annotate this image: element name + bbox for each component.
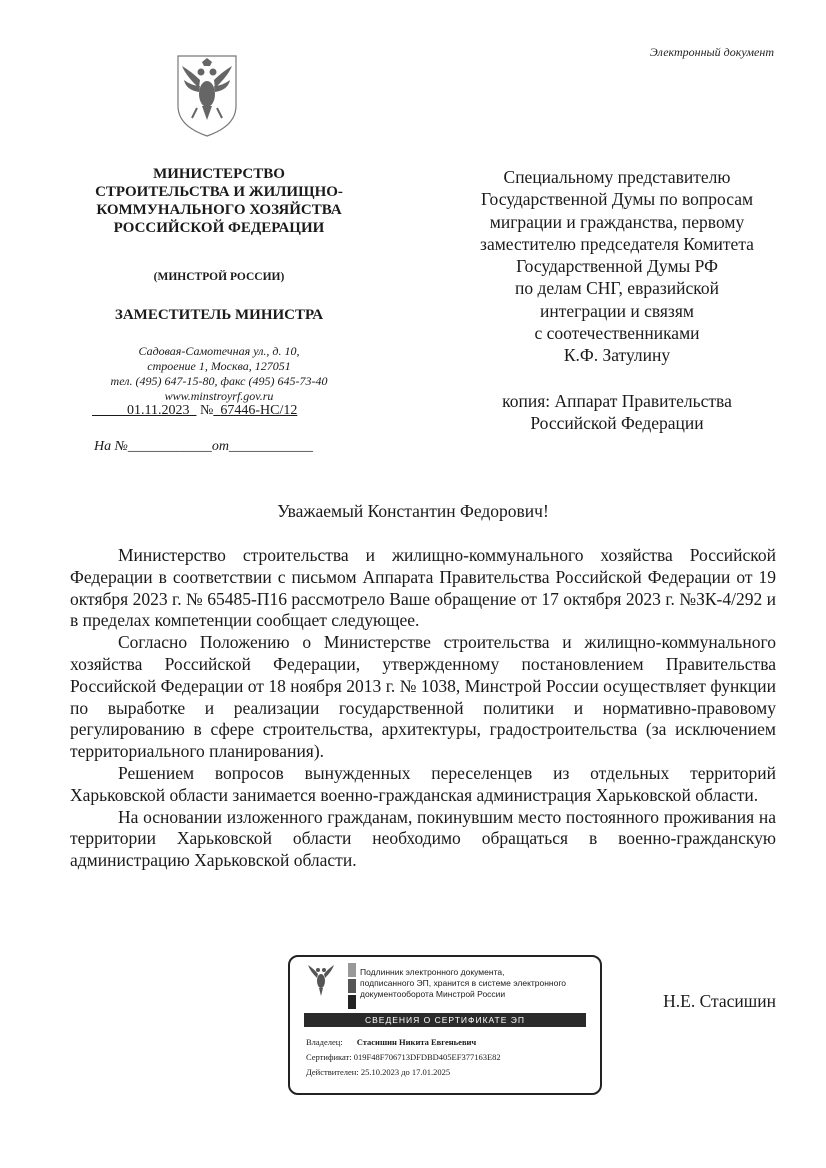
cert-label: Сертификат: <box>306 1052 352 1062</box>
valid-value: 25.10.2023 до 17.01.2025 <box>360 1067 451 1077</box>
signer-name: Н.Е. Стасишин <box>663 991 776 1011</box>
registration-date: 01.11.2023 <box>127 403 190 418</box>
sender-block <box>66 165 372 404</box>
recipient-line: по делам СНГ, евразийской <box>514 278 719 299</box>
recipient-line: Специальному представителю <box>503 167 731 187</box>
body-paragraph: На основании изложенного гражданам, покинувшим место постоянного проживания на территории Харьковской области необходимо обращаться в военно-гражданскую администрацию Харьковской области. <box>70 806 776 871</box>
certificate-info <box>306 1035 501 1080</box>
electronic-signature-stamp <box>288 955 602 1095</box>
body-paragraph: Согласно Положению о Министерстве строительства и жилищно-коммунального хозяйства Российской Федерации, утвержденному постановлением Правительства Российской Федерации от 18 ноября 2013 г. № 1038, Минстрой России осуществляет функции по выработке и реализации государственной политики и нормативно-правовому регулированию в сфере строительства, архитектуры, градостроительства (за исключением территориального планирования). <box>70 632 776 762</box>
registration-line <box>92 403 297 419</box>
electronic-document-label: Электронный документ <box>649 45 774 59</box>
sender-address <box>66 344 372 404</box>
certificate-owner-row <box>306 1035 501 1050</box>
address-line: www.minstroyrf.gov.ru <box>164 389 274 403</box>
address-line: строение 1, Москва, 127051 <box>147 359 291 373</box>
ministry-name <box>66 165 372 237</box>
address-line: тел. (495) 647-15-80, факс (495) 645-73-40 <box>110 374 328 388</box>
reply-reference-line: На №____________от____________ <box>94 439 313 454</box>
recipient-line: Государственной Думы РФ <box>516 256 718 277</box>
owner-value: Стасишин Никита Евгеньевич <box>356 1037 477 1047</box>
ministry-name-line: КОММУНАЛЬНОГО ХОЗЯЙСТВА <box>96 202 342 218</box>
cert-value: 019F48F706713DFDBD405EF377163E82 <box>353 1052 501 1062</box>
copy-line: Российской Федерации <box>530 413 704 434</box>
reply-from-label: от <box>211 439 229 454</box>
stamp-note-line: документооборота Минстрой России <box>360 989 506 999</box>
flag-color-mark <box>348 963 358 1001</box>
stamp-note <box>360 967 590 1000</box>
recipient-line: К.Ф. Затулину <box>563 345 671 366</box>
recipient-line: интеграции и связям <box>540 300 694 321</box>
certificate-title-bar: СВЕДЕНИЯ О СЕРТИФИКАТЕ ЭП <box>304 1013 586 1027</box>
body-paragraph: Решением вопросов вынужденных переселенцев из отдельных территорий Харьковской области занимается военно-гражданская администрация Харьковской области. <box>70 762 776 805</box>
copy-line: копия: Аппарат Правительства <box>502 391 732 411</box>
ministry-name-line: СТРОИТЕЛЬСТВА И ЖИЛИЩНО- <box>95 184 343 200</box>
sender-position: ЗАМЕСТИТЕЛЬ МИНИСТРА <box>114 307 324 323</box>
ministry-abbreviation: (МИНСТРОЙ РОССИИ) <box>153 271 285 283</box>
registration-number: 67446-НС/12 <box>220 403 298 418</box>
ministry-name-line: МИНИСТЕРСТВО <box>153 166 285 182</box>
recipient-line: заместителю председателя Комитета <box>480 233 754 254</box>
stamp-note-line: Подлинник электронного документа, <box>360 967 505 977</box>
number-sign: № <box>199 403 214 418</box>
address-line: Садовая-Самотечная ул., д. 10, <box>138 344 300 358</box>
greeting: Уважаемый Константин Федорович! <box>277 501 549 521</box>
recipient-line: Государственной Думы по вопросам <box>480 189 754 210</box>
valid-label: Действителен: <box>306 1067 359 1077</box>
reply-to-label: На № <box>94 439 128 454</box>
coat-of-arms-emblem <box>172 54 242 138</box>
stamp-note-line: подписанного ЭП, хранится в системе электронного <box>360 978 566 988</box>
copy-recipient <box>452 390 782 435</box>
recipient-block <box>452 166 782 367</box>
recipient-line: с соотечественниками <box>534 323 700 344</box>
recipient-line: миграции и гражданства, первому <box>489 211 745 232</box>
body-paragraph: Министерство строительства и жилищно-коммунального хозяйства Российской Федерации в соответствии с письмом Аппарата Правительства Российской Федерации от 19 октября 2023 г. № 65485-П16 рассмотрело Ваше обращение от 17 октября 2023 г. №ЗК-4/292 и в пределах компетенции сообщает следующее. <box>70 545 776 631</box>
certificate-validity-row <box>306 1065 501 1080</box>
letter-body <box>70 545 776 872</box>
owner-label: Владелец: <box>306 1037 343 1047</box>
ministry-name-line: РОССИЙСКОЙ ФЕДЕРАЦИИ <box>113 220 325 236</box>
stamp-emblem-icon <box>304 961 338 1001</box>
certificate-serial-row <box>306 1050 501 1065</box>
